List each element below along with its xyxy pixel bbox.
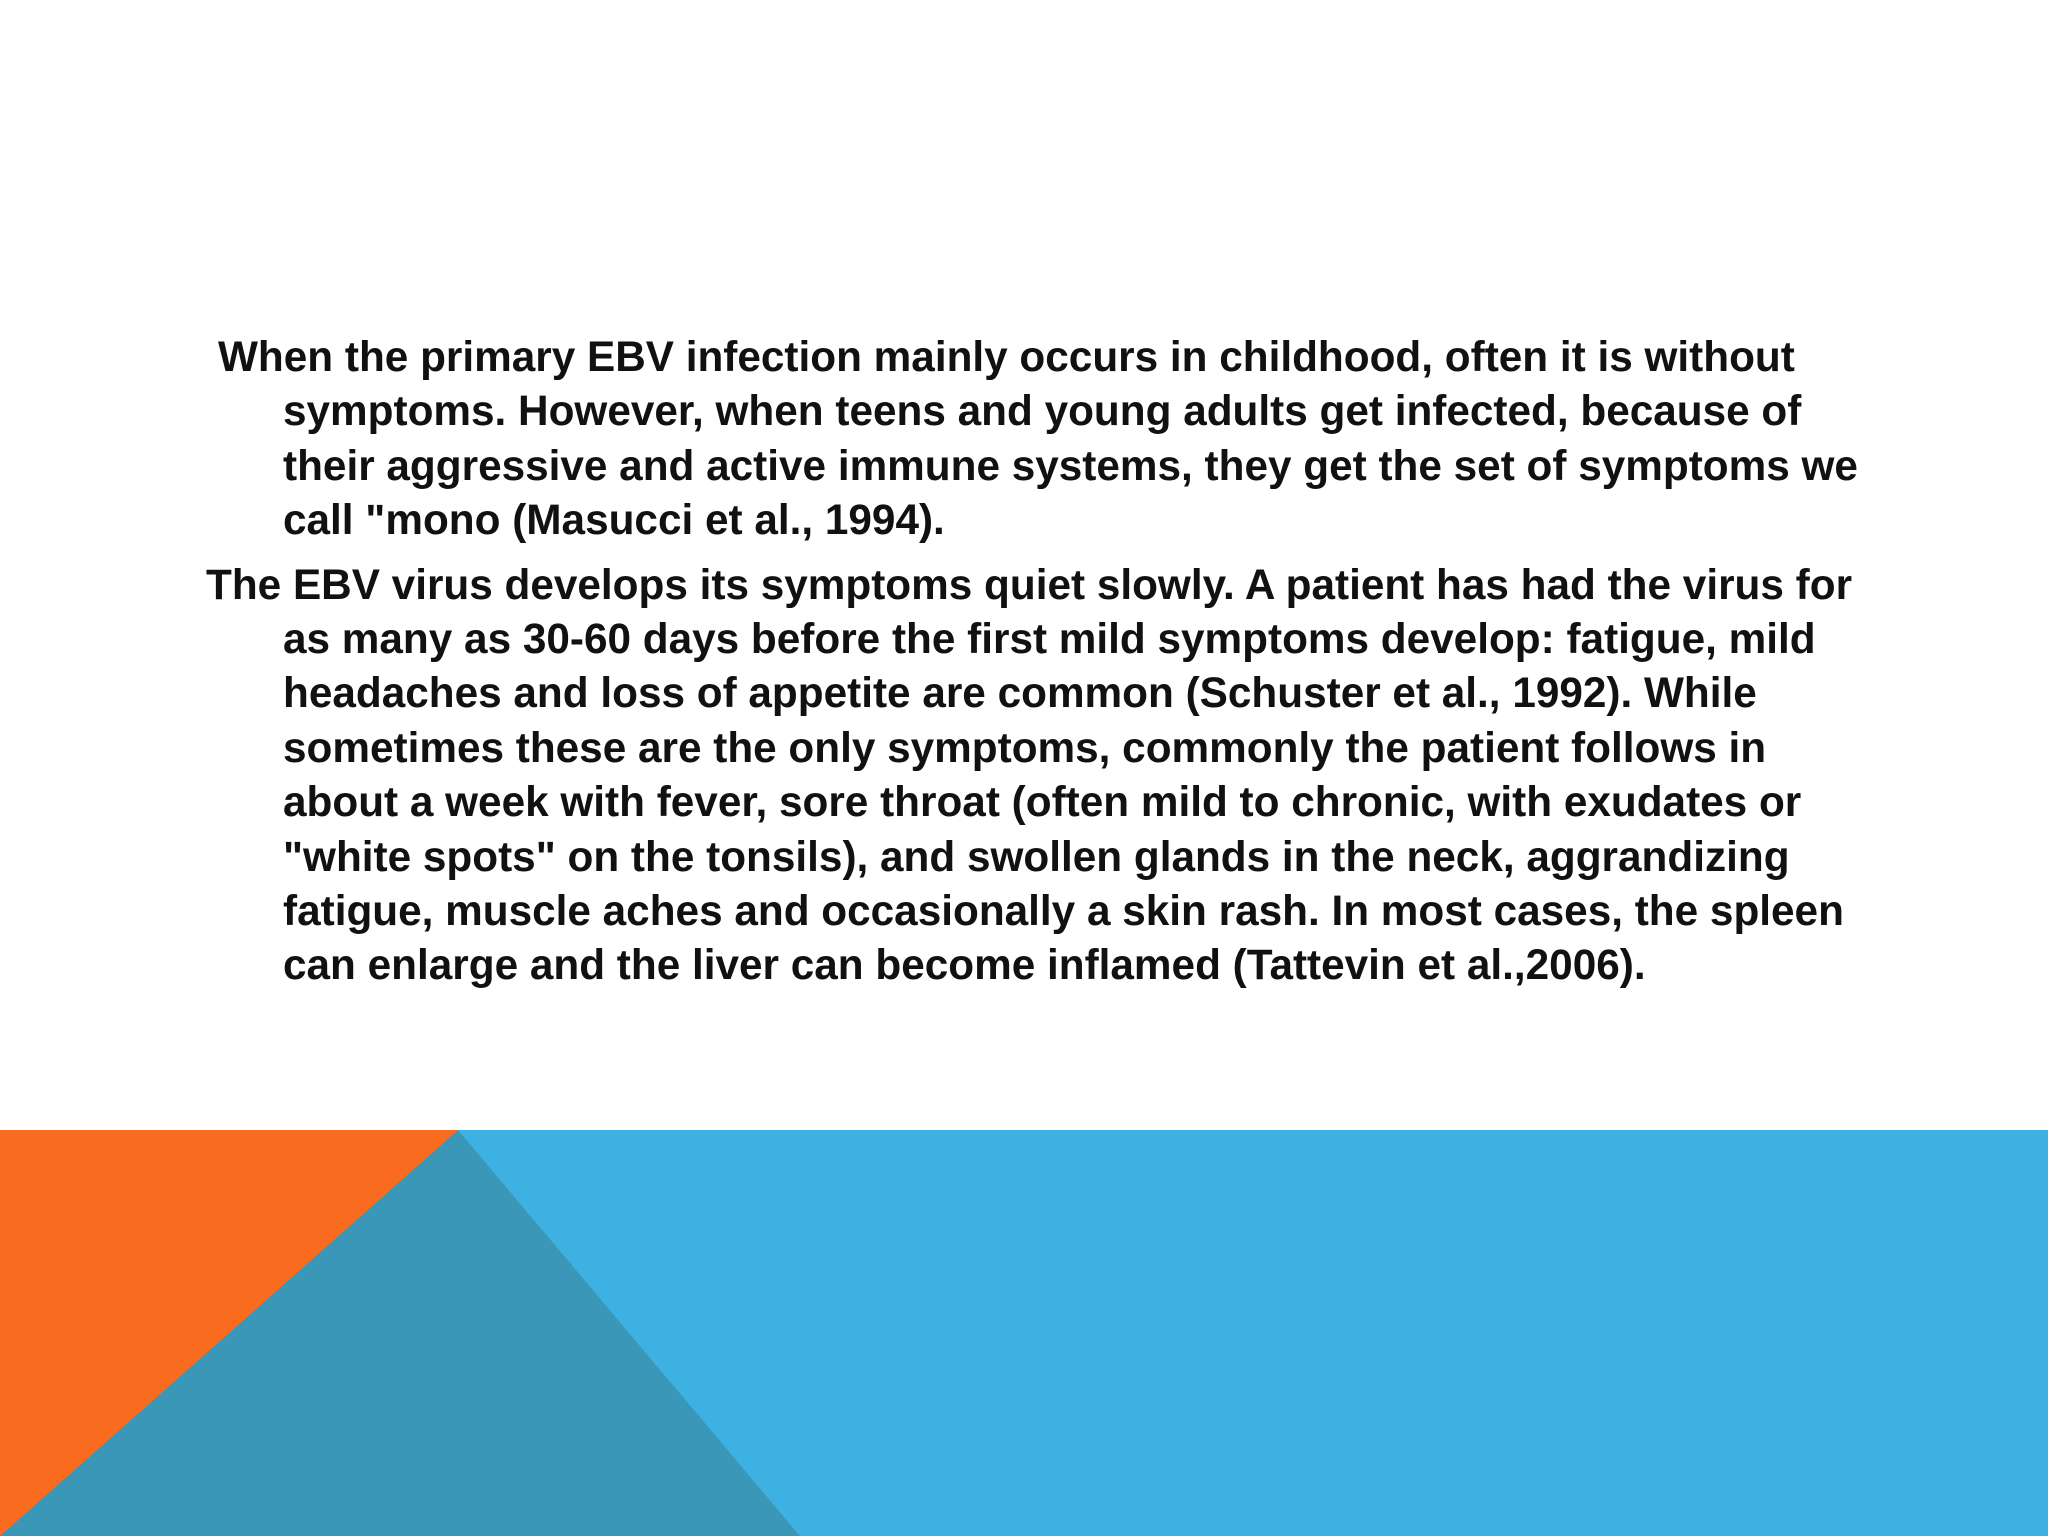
footer-shapes (0, 1130, 2048, 1536)
paragraph-primary-infection: When the primary EBV infection mainly occurs in childhood, often it is without symptoms. However, when teens and young adults get infected, because of their aggressive and active immune systems, they get the set of symptoms we call "mono (Masucci et al., 1994). (218, 333, 1870, 544)
slide-body-text (206, 330, 1870, 1003)
decorative-footer-band (0, 1130, 2048, 1536)
paragraph-symptom-development: The EBV virus develops its symptoms quiet slowly. A patient has had the virus for as many as 30-60 days before the first mild symptoms develop: fatigue, mild headaches and loss of appetite are common (Schuster et al., 1992). While sometimes these are the only symptoms, commonly the patient follows in about a week with fever, sore throat (often mild to chronic, with exudates or "white spots" on the tonsils), and swollen glands in the neck, aggrandizing fatigue, muscle aches and occasionally a skin rash. In most cases, the spleen can enlarge and the liver can become inflamed (Tattevin et al.,2006). (206, 560, 1864, 989)
